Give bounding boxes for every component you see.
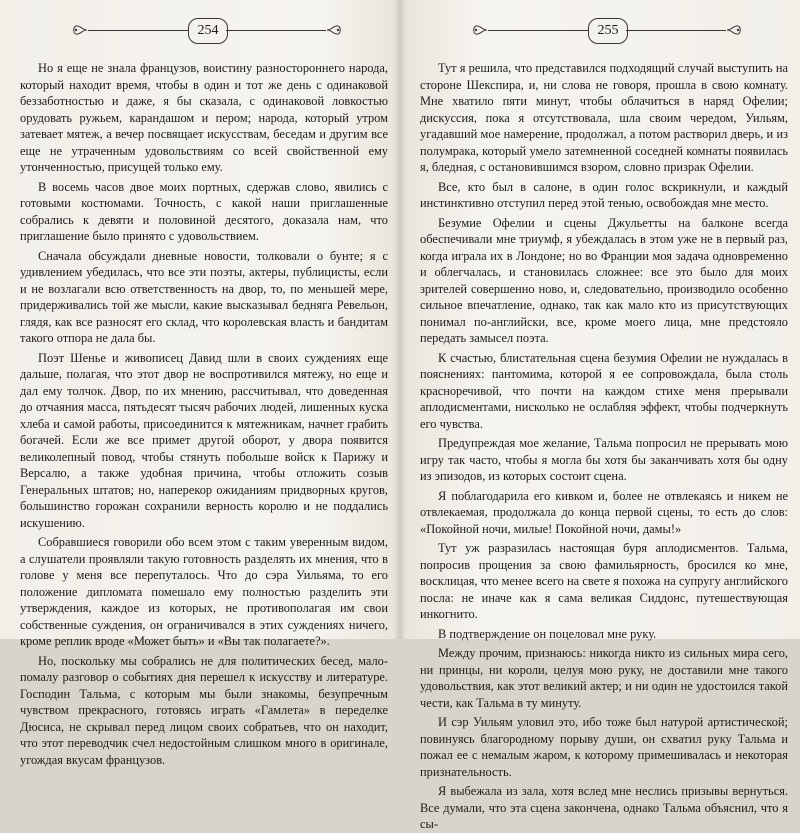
paragraph: Но, поскольку мы собрались не для политических бесед, мало-помалу разговор о событиях дня перешел к искусству и литературе. Господин Тальма, с которым мы были знакомы, безупречным чувством прекрасного, готовясь играть «Гамлета» в переделке Дюсиса, не скрывал перед лицом своих собратьев, что он находит, что этот переводчик счел недостойным слишком много в оригинале, угождая вкусам французов. <box>20 653 388 767</box>
paragraph: И сэр Уильям уловил это, ибо тоже был натурой артистической; повинуясь благородному порыву души, он схватил руку Тальма и пожал ее с немалым жаром, к которому примешивалась и некоторая признательность. <box>420 715 788 779</box>
ornament-rule <box>88 30 188 31</box>
paragraph: Я поблагодарила его кивком и, более не отвлекаясь и никем не отвлекаемая, продолжала до конца первой сцены, то есть до слов: «Покойной ночи, милые! Покойной ночи, дамы!» <box>420 488 788 536</box>
page-header <box>420 12 788 48</box>
paragraph: Тут уж разразилась настоящая буря аплодисментов. Тальма, попросив прощения за свою фамильярность, бросился ко мне, восклицая, что менее всего на свете я похожа на супругу английского посла: не иначе как я сама великая Сиддонс, путешествующая инкогнито. <box>420 541 788 621</box>
ornament-icon <box>72 23 88 37</box>
ornament-rule <box>626 30 726 31</box>
page-header <box>20 12 388 48</box>
page-text <box>420 60 788 833</box>
ornament-rule <box>226 30 326 31</box>
page-number: 255 <box>588 18 628 44</box>
left-page <box>20 12 388 767</box>
ornament-icon <box>326 23 342 37</box>
paragraph: Сначала обсуждали дневные новости, толковали о бунте; я с удивлением убедилась, что все эти поэты, актеры, публицисты, если и не возлагали всю ответственность на двор, то, по меньшей мере, придерживались той же мысли, какие высказывал бедняга Ревельон, глядя, как все разносят его склад, что королевская власть и бандитам такого отпора не дала бы. <box>20 248 388 345</box>
paragraph: Предупреждая мое желание, Тальма попросил не прерывать мою игру так часто, чтобы я могла бы хотя бы заканчивать хотя бы одну из эпизодов, из которых состоит сцена. <box>420 436 788 483</box>
ornament-rule <box>488 30 588 31</box>
paragraph: Все, кто был в салоне, в один голос вскрикнули, и каждый инстинктивно отступил перед этой тенью, освобождая мне место. <box>420 179 788 210</box>
paragraph: Поэт Шенье и живописец Давид шли в своих суждениях еще дальше, полагая, что этот двор не воспротивился мятежу, но еще и дал ему толчок. Двор, по их мнению, рассчитывал, что доведенная до отчаяния масса, пятьдесят тысяч рабочих людей, лишенных куска хлеба и самой работы, присоединится к мятежникам, начнет грабить богачей. Если же все примет другой оборот, у двора появится великолепный повод, чтобы стянуть побольше войск к Парижу и Версалю, а также удобная причина, чтобы отложить созыв Генеральных штатов; но, наперекор ожиданиям придворных кругов, большинство горожан сохранили верность королю и не поддались искушению. <box>20 350 388 530</box>
paragraph: Но я еще не знала французов, воистину разностороннего народа, который находит время, чтобы в один и тот же день с одинаковой беззаботностью и даже, я бы сказала, с одинаковой ловкостью орудовать ружьем, карандашом и пером; народа, который утром затевает мятеж, а вечер посвящает искусствам, беседам и другим все еще не утраченным удовольствиям со всей свойственной ему утонченностью, присущей только ему. <box>20 61 388 174</box>
paragraph: Тут я решила, что представился подходящий случай выступить на стороне Шекспира, и, ни слова не говоря, прошла в свою комнату. Мне хватило пяти минут, чтобы облачиться в наряд Офелии; дискуссия, пока я отсутствовала, шла своим чередом, Уильям, угадавший мое намерение, продолжал, а потом растворил дверь, и из полумрака, который умело затемненной соседней комнаты появилась я, бледная, с остановившимся взором, словно призрак Офелии. <box>420 61 788 174</box>
paragraph: Безумие Офелии и сцены Джульетты на балконе всегда обеспечивали мне триумф, я убеждалась в этом уже не в первый раз, когда играла их в Лондоне; но во Франции моя задача одновременно и облегчалась, и становилась сложнее: все это было для моих зрителей совершенно ново, и, следовательно, производило особенно сильное впечатление, однако, так как мало кто из присутствующих понимал по-английски, все, кроме моего лица, мне предстояло передать замысел поэта. <box>420 215 788 345</box>
paragraph: Между прочим, признаюсь: никогда никто из сильных мира сего, ни принцы, ни короли, целуя мою руку, не доставили мне такого удовольствия, как этот великий актер; и ни один не удостоился такой чести, как Тальма в ту минуту. <box>420 646 788 710</box>
paragraph: К счастью, блистательная сцена безумия Офелии не нуждалась в пояснениях: пантомима, которой я ее сопровождала, была столь красноречивой, что почти на каждом стихе меня прерывали аплодисментами, нисколько не ослабляя эффект, чтобы подчеркнуть его чувства. <box>420 350 788 431</box>
ornament-icon <box>472 23 488 37</box>
page-text <box>20 60 388 768</box>
paragraph: В подтверждение он поцеловал мне руку. <box>438 626 657 641</box>
paragraph: Я выбежала из зала, хотя вслед мне неслись призывы вернуться. Все думали, что эта сцена закончена, однако Тальма объяснил, что я сы- <box>420 784 788 831</box>
ornament-icon <box>726 23 742 37</box>
paragraph: В восемь часов двое моих портных, сдержав слово, явились с готовыми костюмами. Точность, с какой наши приглашенные собрались к девяти и половиной десятого, доказала нам, что приглашение было принято с удовольствием. <box>20 179 388 243</box>
right-page <box>420 12 788 831</box>
page-number: 254 <box>188 18 228 44</box>
paragraph: Собравшиеся говорили обо всем этом с таким уверенным видом, а слушатели проявляли такую готовность разделять их мнения, что в голове у меня все перепуталось. Что до сэра Уильяма, то его положение дипломата помешало ему полностью разделить эти утверждения, каждое из которых, не противополагая им свои собственные суждения, он ограничивался в этих суждениях ничего, кроме реплик вроде «Может быть» и «Вы так полагаете?». <box>20 535 388 648</box>
